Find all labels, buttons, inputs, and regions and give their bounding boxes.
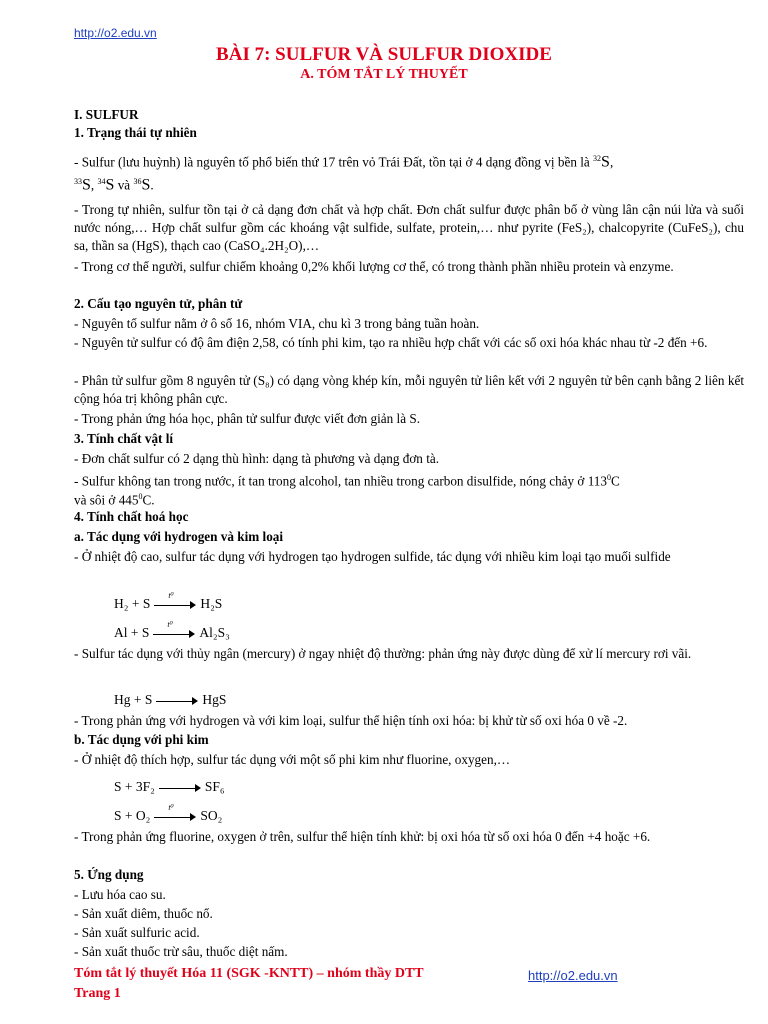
equation-5-left: S + O₂ xyxy=(114,808,151,823)
equation-5 xyxy=(114,802,223,824)
arrow-icon xyxy=(154,590,196,610)
equation-4-left: S + 3F₂ xyxy=(114,779,155,794)
structure-line-3: - Phân tử sulfur gồm 8 nguyên tử (S₈) có dạng vòng khép kín, mỗi nguyên tử liên kết với 2 nguyên tử bên cạnh bằng 2 liên kết cộng hóa trị không phân cực. xyxy=(74,373,744,406)
document-subtitle: A. TÓM TẮT LÝ THUYẾT xyxy=(300,67,468,82)
equation-4-right: SF₆ xyxy=(204,779,225,794)
equation-1 xyxy=(114,590,223,612)
section-heading-sulfur: I. SULFUR xyxy=(74,107,139,122)
condition-label: t⁰ xyxy=(168,590,174,600)
chemical-a-line-2: - Sulfur tác dụng với thủy ngân (mercury) ở ngay nhiệt độ thường: phản ứng này được dùng để xử lí mercury rơi vãi. xyxy=(74,646,692,661)
page-number: Trang 1 xyxy=(74,986,121,1001)
physical-line-3-text: và sôi ở 445 xyxy=(74,492,139,508)
structure-line-2: - Nguyên tử sulfur có độ âm điện 2,58, có tính phi kim, tạo ra nhiều hợp chất với các số oxi hóa khác nhau từ -2 đến +6. xyxy=(74,335,708,350)
physical-line-1: - Đơn chất sulfur có 2 dạng thù hình: dạng tà phương và dạng đơn tà. xyxy=(74,451,440,466)
equation-2 xyxy=(114,619,230,641)
document-title: BÀI 7: SULFUR VÀ SULFUR DIOXIDE xyxy=(216,44,552,65)
structure-line-1: - Nguyên tố sulfur nằm ở ô số 16, nhóm VIA, chu kì 3 trong bảng tuần hoàn. xyxy=(74,316,480,331)
iso-and: và xyxy=(117,177,131,193)
celsius-1: C xyxy=(610,473,620,489)
header-link[interactable]: http://o2.edu.vn xyxy=(74,26,157,40)
equation-2-right: Al₂S₃ xyxy=(199,625,230,640)
subheading-applications: 5. Ứng dụng xyxy=(74,867,144,882)
degree-1: 0 xyxy=(606,473,611,482)
equation-1-right: H₂S xyxy=(200,596,223,611)
physical-line-3 xyxy=(74,488,744,509)
arrow-icon xyxy=(156,696,198,706)
iso-33: 33 xyxy=(74,177,82,186)
iso-34: 34 xyxy=(97,177,106,186)
footer-link[interactable]: http://o2.edu.vn xyxy=(528,968,618,983)
equation-5-right: SO₂ xyxy=(200,808,223,823)
isotope-line-2: $^{33}$S, $^{34}$S và $^{36}$S. xyxy=(74,176,154,194)
iso-s: S xyxy=(141,176,151,194)
iso-32: 32 xyxy=(593,154,602,163)
subheading-nature: 1. Trạng thái tự nhiên xyxy=(74,125,197,140)
equation-1-left: H₂ + S xyxy=(114,596,151,611)
use-item-4: - Sản xuất thuốc trừ sâu, thuốc diệt nấm. xyxy=(74,944,288,959)
subheading-chemical: 4. Tính chất hoá học xyxy=(74,509,189,524)
arrow-icon xyxy=(153,619,195,639)
degree-2: 0 xyxy=(138,492,143,501)
condition-label: t⁰ xyxy=(167,619,173,629)
footer-text: Tóm tắt lý thuyết Hóa 11 (SGK -KNTT) – nhóm thầy DTT xyxy=(74,966,424,981)
subheading-chemical-a: a. Tác dụng với hydrogen và kim loại xyxy=(74,529,284,544)
equation-2-left: Al + S xyxy=(114,625,150,640)
chemical-a-line-1: - Ở nhiệt độ cao, sulfur tác dụng với hydrogen tạo hydrogen sulfide, tác dụng với nhiều kim loại tạo muối sulfide xyxy=(74,549,671,564)
chemical-b-line-2: - Trong phản ứng fluorine, oxygen ở trên, sulfur thể hiện tính khử: bị oxi hóa từ số oxi hóa 0 đến +4 hoặc +6. xyxy=(74,829,651,844)
arrow-icon xyxy=(154,802,196,822)
isotope-text: - Sulfur (lưu huỳnh) là nguyên tố phổ biến thứ 17 trên vỏ Trái Đất, tồn tại ở 4 dạng đồng vị bền là xyxy=(74,154,594,170)
celsius-2: C. xyxy=(142,492,155,508)
iso-s: S xyxy=(601,153,610,171)
use-item-1: - Lưu hóa cao su. xyxy=(74,887,166,902)
physical-line-2-text: - Sulfur không tan trong nước, ít tan trong alcohol, tan nhiều trong carbon disulfide, nóng chảy ở 113 xyxy=(74,473,607,489)
iso-36: 36 xyxy=(133,177,142,186)
use-item-3: - Sản xuất sulfuric acid. xyxy=(74,925,200,940)
condition-label: t⁰ xyxy=(168,802,174,812)
iso-s: S xyxy=(105,176,115,194)
subheading-chemical-b: b. Tác dụng với phi kim xyxy=(74,732,209,747)
use-item-2: - Sản xuất diêm, thuốc nổ. xyxy=(74,906,213,921)
arrow-icon xyxy=(159,783,201,793)
chemical-a-line-3: - Trong phản ứng với hydrogen và với kim loại, sulfur thể hiện tính oxi hóa: bị khử từ số oxi hóa 0 về -2. xyxy=(74,713,628,728)
equation-4 xyxy=(114,779,225,795)
subheading-physical: 3. Tính chất vật lí xyxy=(74,431,174,446)
nature-paragraph-2: - Trong tự nhiên, sulfur tồn tại ở cả dạng đơn chất và hợp chất. Đơn chất sulfur được phân bố ở vùng lân cận núi lửa và suối nước nóng,… Hợp chất sulfur gồm các khoáng vật sulfide, sulfate, protein,… như pyrite (FeS₂), chalcopyrite (CuFeS₂), chu sa, thần sa (HgS), thạch cao (CaSO₄.2H₂O),… xyxy=(74,202,744,253)
isotope-paragraph: - Sulfur (lưu huỳnh) là nguyên tố phổ biến thứ 17 trên vỏ Trái Đất, tồn tại ở 4 dạng đồng vị bền là $^{32}$S, xyxy=(74,153,614,171)
equation-3-left: Hg + S xyxy=(114,692,153,707)
equation-3 xyxy=(114,692,226,708)
chemical-b-line-1: - Ở nhiệt độ thích hợp, sulfur tác dụng với một số phi kim như fluorine, oxygen,… xyxy=(74,752,511,767)
equation-3-right: HgS xyxy=(202,692,227,707)
subheading-structure: 2. Cấu tạo nguyên tử, phân tử xyxy=(74,296,243,311)
nature-paragraph-3: - Trong cơ thể người, sulfur chiếm khoảng 0,2% khối lượng cơ thể, có trong thành phần nhiều protein và enzyme. xyxy=(74,259,674,274)
structure-line-4: - Trong phản ứng hóa học, phân tử sulfur được viết đơn giản là S. xyxy=(74,411,420,426)
iso-s: S xyxy=(82,176,91,194)
